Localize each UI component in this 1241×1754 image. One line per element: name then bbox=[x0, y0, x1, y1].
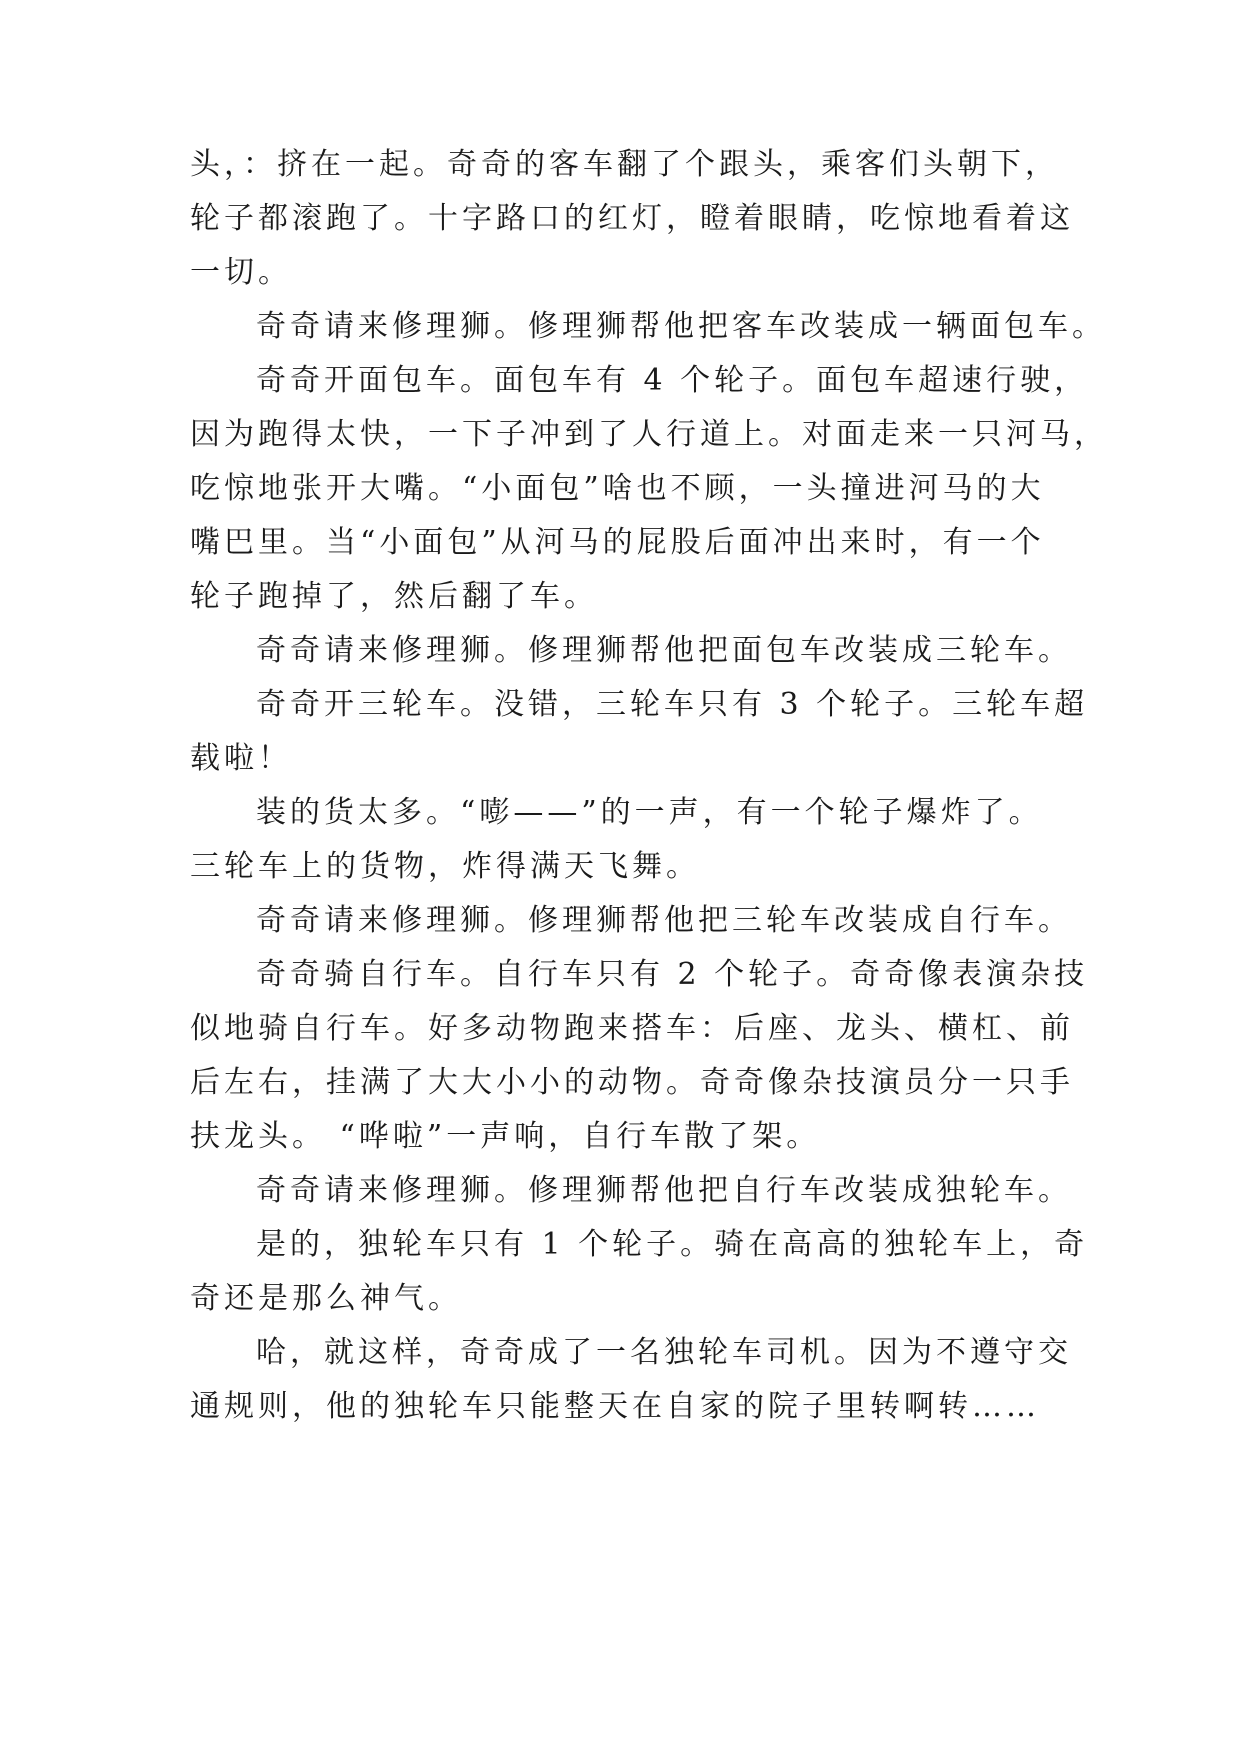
text-line: 轮子都滚跑了。十字路口的红灯，瞪着眼睛，吃惊地看着这 bbox=[190, 201, 1074, 236]
text-line: 轮子跑掉了，然后翻了车。 bbox=[190, 579, 598, 614]
text-line: 奇奇请来修理狮。修理狮帮他把客车改装成一辆面包车。 bbox=[256, 309, 1106, 344]
text-line: 似地骑自行车。好多动物跑来搭车：后座、龙头、横杠、前 bbox=[190, 1011, 1074, 1046]
text-line: 吃惊地张开大嘴。“小面包”啥也不顾，一头撞进河马的大 bbox=[190, 471, 1045, 506]
text-line: 哈，就这样，奇奇成了一名独轮车司机。因为不遵守交 bbox=[256, 1335, 1072, 1370]
text-line: 奇奇请来修理狮。修理狮帮他把自行车改装成独轮车。 bbox=[256, 1173, 1072, 1208]
text-line: 嘴巴里。当“小面包”从河马的屁股后面冲出来时，有一个 bbox=[190, 525, 1045, 560]
text-line: 通规则，他的独轮车只能整天在自家的院子里转啊转…… bbox=[190, 1389, 1040, 1424]
text-line: 扶龙头。 “哗啦”一声响，自行车散了架。 bbox=[190, 1119, 821, 1154]
text-line: 装的货太多。“嘭——”的一声，有一个轮子爆炸了。 bbox=[256, 795, 1043, 830]
text-line: 奇还是那么神气。 bbox=[190, 1281, 462, 1316]
text-line: 因为跑得太快，一下子冲到了人行道上。对面走来一只河马， bbox=[190, 417, 1108, 452]
text-line: 奇奇请来修理狮。修理狮帮他把三轮车改装成自行车。 bbox=[256, 903, 1072, 938]
text-line: 一切。 bbox=[190, 255, 292, 290]
text-line: 奇奇骑自行车。自行车只有 2 个轮子。奇奇像表演杂技 bbox=[256, 957, 1089, 992]
text-line: 载啦！ bbox=[190, 741, 292, 776]
text-line: 头，：挤在一起。奇奇的客车翻了个跟头，乘客们头朝下， bbox=[190, 147, 1059, 182]
text-line: 后左右，挂满了大大小小的动物。奇奇像杂技演员分一只手 bbox=[190, 1065, 1074, 1100]
text-line: 奇奇请来修理狮。修理狮帮他把面包车改装成三轮车。 bbox=[256, 633, 1072, 668]
text-line: 是的，独轮车只有 1 个轮子。骑在高高的独轮车上，奇 bbox=[256, 1227, 1089, 1262]
text-line: 奇奇开三轮车。没错，三轮车只有 3 个轮子。三轮车超 bbox=[256, 687, 1089, 722]
text-line: 三轮车上的货物，炸得满天飞舞。 bbox=[190, 849, 700, 884]
text-line: 奇奇开面包车。面包车有 4 个轮子。面包车超速行驶， bbox=[256, 363, 1089, 398]
